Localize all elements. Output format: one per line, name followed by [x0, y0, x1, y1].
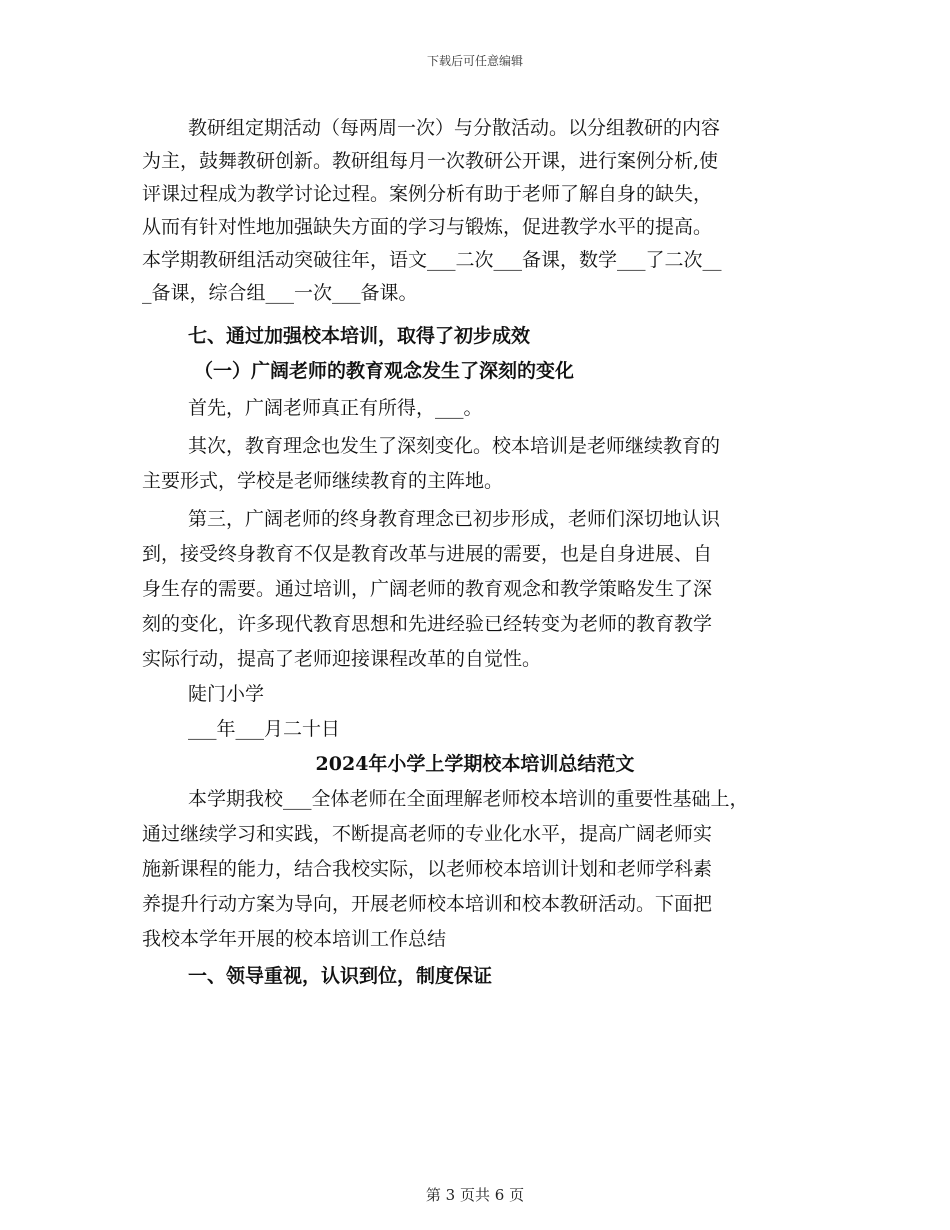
section-heading: 一、领导重视，认识到位，制度保证 — [188, 965, 493, 987]
school-name: 陡门小学 — [188, 683, 265, 705]
paragraph-line: 到，接受终身教育不仅是教育改革与进展的需要，也是自身进展、自 — [142, 543, 713, 565]
paragraph-line: 我校本学年开展的校本培训工作总结 — [142, 928, 447, 950]
paragraph-line: 首先，广阔老师真正有所得，___。 — [188, 397, 483, 419]
paragraph-line: 刻的变化，许多现代教育思想和先进经验已经转变为老师的教育教学 — [142, 613, 713, 635]
paragraph-line: 本学期教研组活动突破往年，语文___二次___备课，数学___了二次__ — [142, 249, 722, 271]
paragraph-line: 实际行动，提高了老师迎接课程改革的自觉性。 — [142, 648, 542, 670]
paragraph-line: 为主，鼓舞教研创新。教研组每月一次教研公开课，进行案例分析,使 — [142, 150, 719, 172]
section-heading: 七、通过加强校本培训，取得了初步成效 — [188, 325, 531, 347]
paragraph-line: 评课过程成为教学讨论过程。案例分析有助于老师了解自身的缺失， — [142, 183, 713, 205]
paragraph-line: 施新课程的能力，结合我校实际，以老师校本培训计划和老师学科素 — [142, 858, 713, 880]
subsection-heading: （一）广阔老师的教育观念发生了深刻的变化 — [194, 360, 575, 382]
paragraph-line: 主要形式，学校是老师继续教育的主阵地。 — [142, 470, 504, 492]
document-title: 2024年小学上学期校本培训总结范文 — [315, 753, 635, 775]
paragraph-line: 养提升行动方案为导向，开展老师校本培训和校本教研活动。下面把 — [142, 893, 713, 915]
paragraph-line: 从而有针对性地加强缺失方面的学习与锻炼，促进教学水平的提高。 — [142, 216, 713, 238]
page-number: 第 3 页共 6 页 — [425, 1186, 525, 1204]
paragraph-line: 本学期我校___全体老师在全面理解老师校本培训的重要性基础上， — [188, 788, 749, 810]
paragraph-line: 教研组定期活动（每两周一次）与分散活动。以分组教研的内容 — [188, 117, 721, 139]
paragraph-line: 通过继续学习和实践，不断提高老师的专业化水平，提高广阔老师实 — [142, 823, 713, 845]
paragraph-line: 身生存的需要。通过培训，广阔老师的教育观念和教学策略发生了深 — [142, 578, 713, 600]
paragraph-line: _备课，综合组___一次___备课。 — [142, 282, 418, 304]
date-line: ___年___月二十日 — [188, 718, 341, 740]
page-header: 下载后可任意编辑 — [426, 54, 523, 68]
paragraph-line: 第三，广阔老师的终身教育理念已初步形成，老师们深切地认识 — [188, 508, 721, 530]
paragraph-line: 其次，教育理念也发生了深刻变化。校本培训是老师继续教育的 — [188, 435, 721, 457]
